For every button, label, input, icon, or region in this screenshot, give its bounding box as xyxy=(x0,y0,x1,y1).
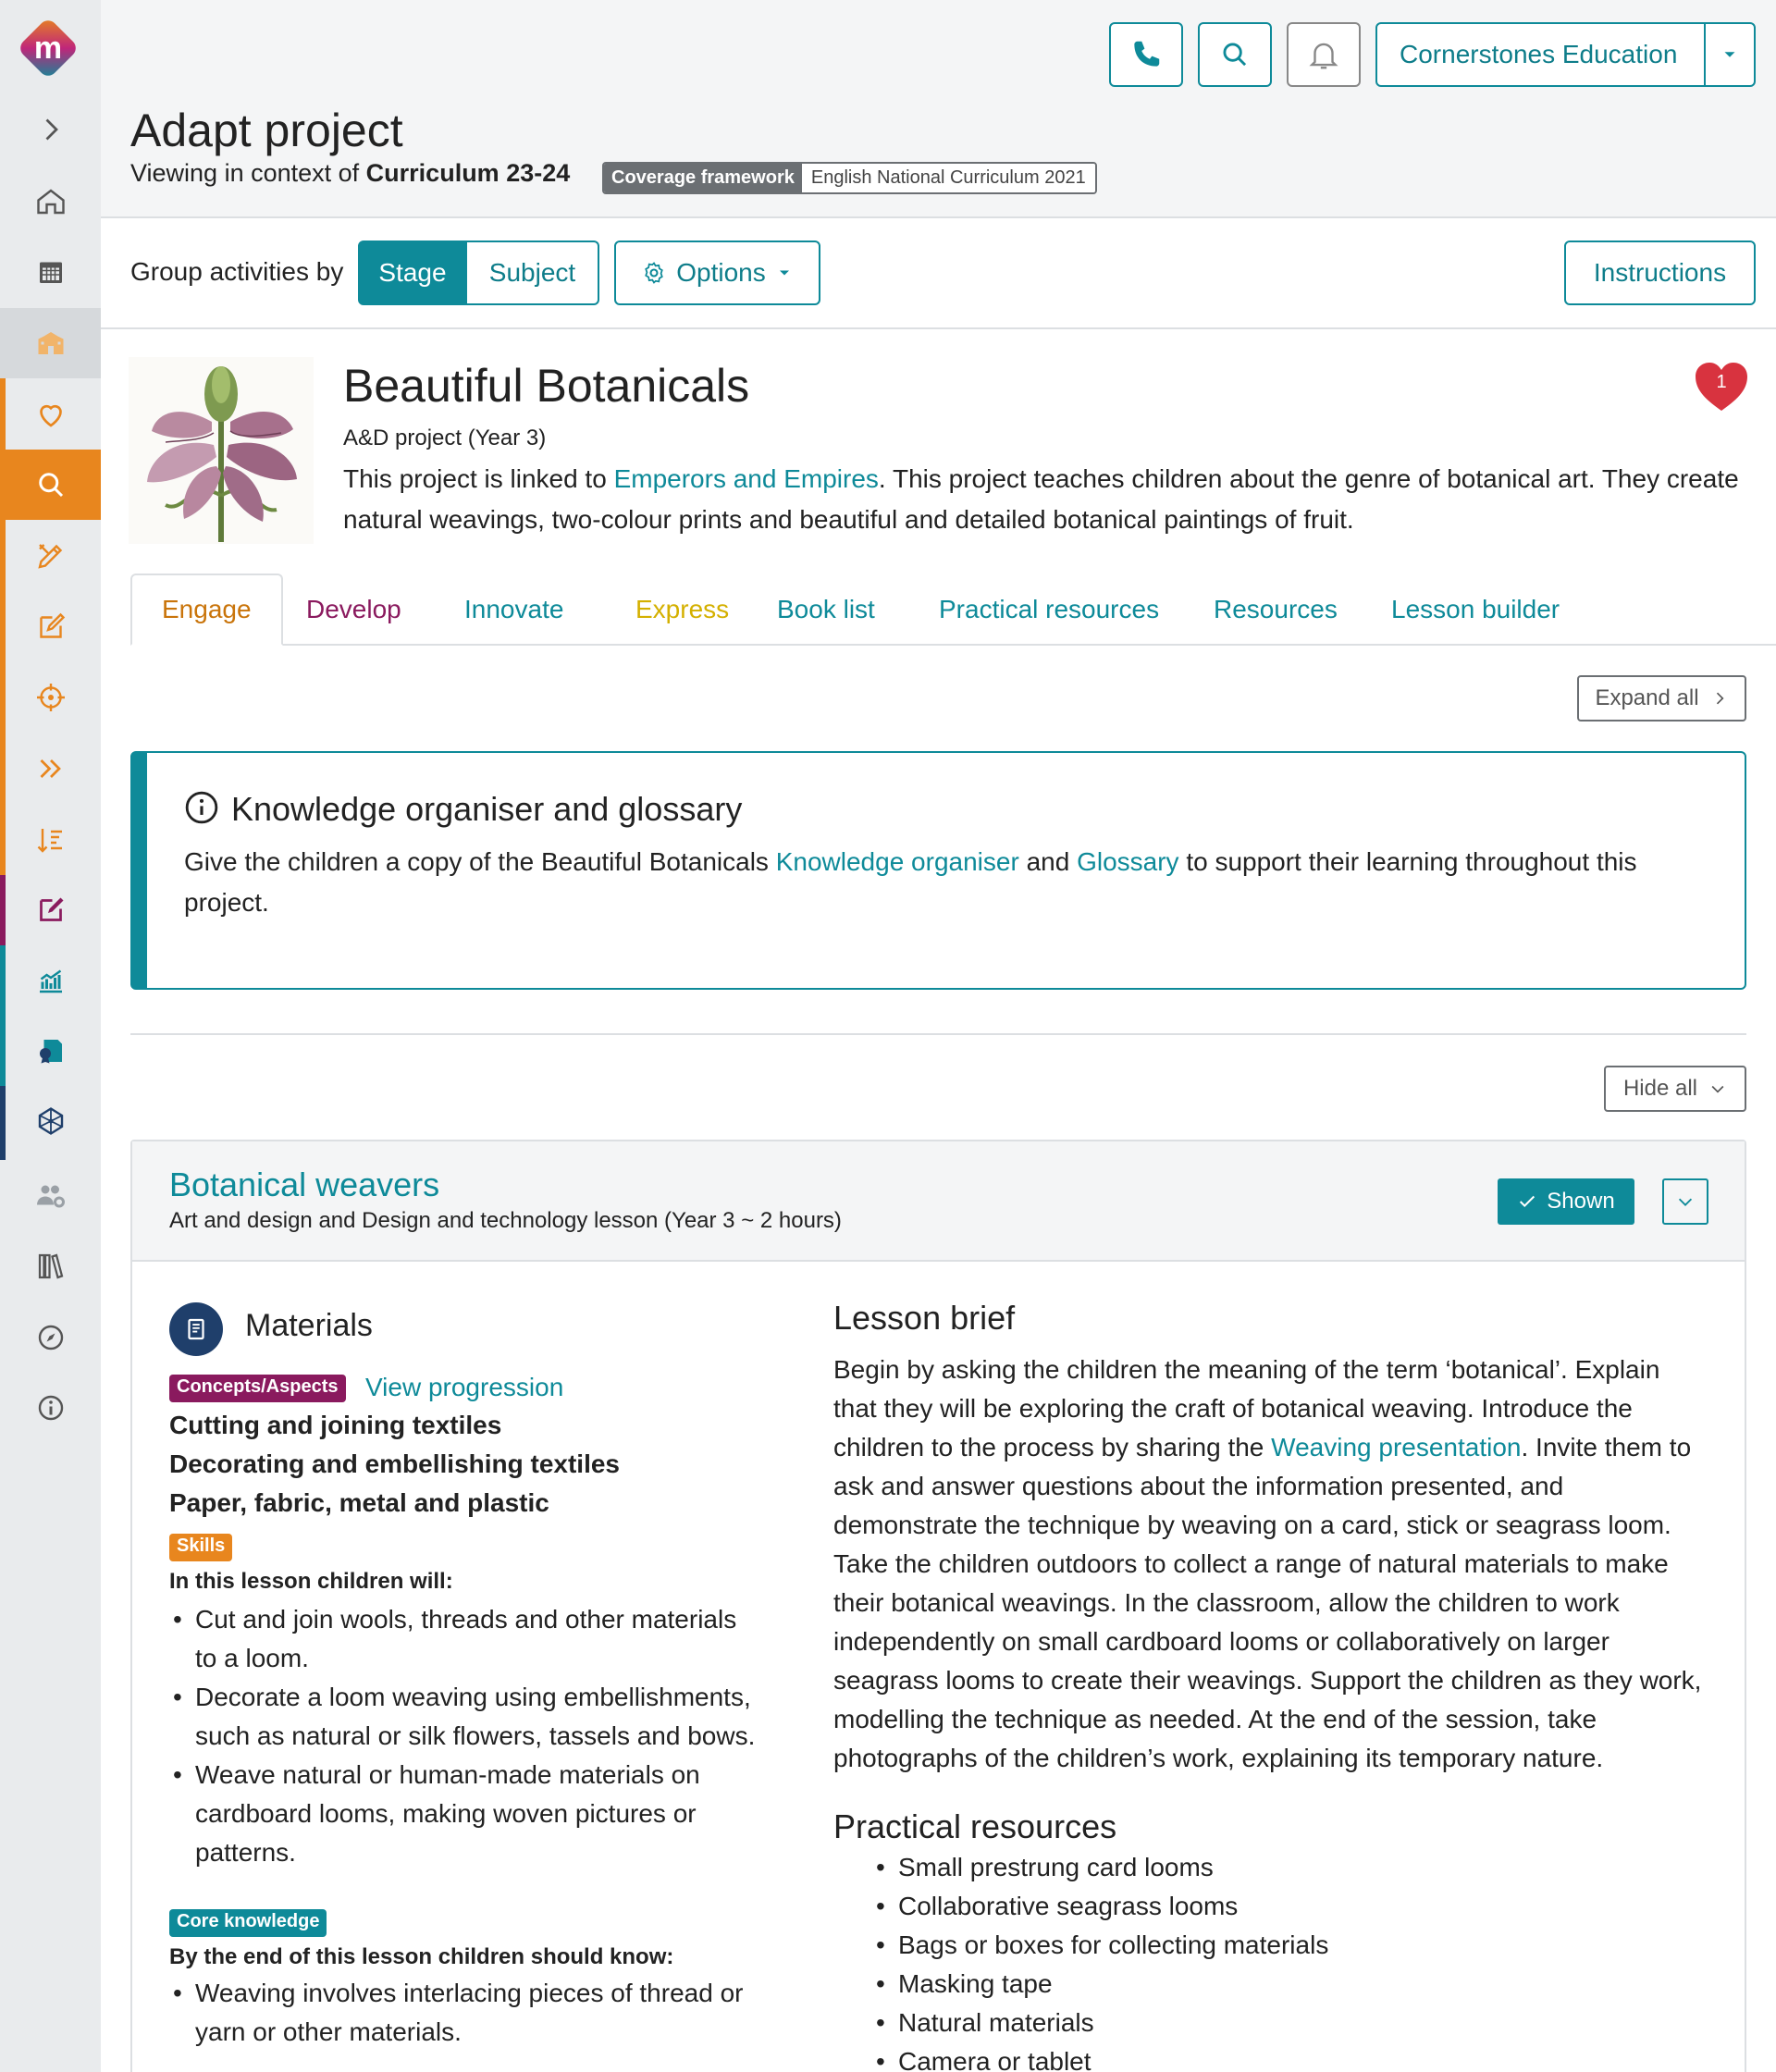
context-prefix: Viewing in context of xyxy=(130,159,360,187)
bell-icon xyxy=(1306,37,1341,72)
main-content xyxy=(101,0,1776,2072)
book-icon xyxy=(182,1315,210,1343)
tab-practical-resources[interactable] xyxy=(939,574,1159,646)
school-icon xyxy=(34,327,68,360)
list-item: • Natural materials xyxy=(872,2004,1328,2042)
info-icon xyxy=(184,790,219,825)
list-item: • Weave natural or human-made materials on cardboard looms, making woven pictures or patterns. xyxy=(169,1756,761,1872)
sidebar-item-search[interactable] xyxy=(0,450,101,520)
chart-icon xyxy=(34,964,68,997)
list-item: • Collaborative seagrass looms xyxy=(872,1887,1328,1926)
page-title: Adapt project xyxy=(130,105,403,156)
organisation-selector[interactable] xyxy=(1375,22,1756,87)
tab-bar xyxy=(130,574,1776,646)
list-item: • Weaving involves interlacing pieces of thread or yarn or other materials. xyxy=(169,1974,761,2052)
lesson-brief-title: Lesson brief xyxy=(833,1299,1016,1337)
hide-all-label: Hide all xyxy=(1622,1076,1698,1101)
practical-resources-title: Practical resources xyxy=(833,1807,1117,1845)
skills-tag: Skills xyxy=(169,1534,232,1561)
brief-text-part: Begin by asking the children the meaning of the term ‘botanical’. Explain that they will be exploring the craft of botanical weaving. Introduce the children to the process by sharing the xyxy=(833,1355,1660,1462)
group-activities-label: Group activities by xyxy=(130,257,344,286)
certificate-icon xyxy=(34,1034,68,1067)
sidebar-item-info[interactable] xyxy=(0,1373,101,1443)
search-icon xyxy=(1217,37,1252,72)
chevron-down-icon xyxy=(1675,1191,1696,1212)
svg-text:m: m xyxy=(33,31,63,66)
check-icon xyxy=(1517,1191,1537,1212)
tab-label: Express xyxy=(635,595,730,623)
tab-express[interactable] xyxy=(635,574,729,646)
skills-list xyxy=(169,1600,761,1872)
sidebar xyxy=(0,0,101,2072)
core-knowledge-intro: By the end of this lesson children should know: xyxy=(169,1944,674,1969)
sidebar-item-calendar[interactable] xyxy=(0,237,101,307)
search-button[interactable] xyxy=(1198,22,1272,87)
group-by-stage-button[interactable]: Stage xyxy=(358,240,467,305)
sidebar-item-progression[interactable] xyxy=(0,734,101,804)
expand-all-label: Expand all xyxy=(1595,685,1699,710)
lesson-brief-text xyxy=(833,1350,1703,1778)
list-item: • Small prestrung card looms xyxy=(872,1848,1328,1887)
linked-project-link[interactable]: Emperors and Empires xyxy=(613,464,879,493)
sidebar-item-favourites[interactable] xyxy=(0,379,101,450)
tab-label: Practical resources xyxy=(939,595,1160,623)
sidebar-item-users[interactable] xyxy=(0,1160,101,1230)
phone-button[interactable] xyxy=(1109,22,1183,87)
tab-innovate[interactable] xyxy=(464,574,563,646)
sidebar-item-target[interactable] xyxy=(0,662,101,733)
hide-all-button[interactable] xyxy=(1604,1066,1746,1112)
coverage-framework-badge xyxy=(602,162,1097,194)
project-image xyxy=(129,357,314,544)
tab-develop[interactable] xyxy=(306,574,401,646)
lesson-title[interactable]: Botanical weavers xyxy=(169,1166,440,1203)
divider xyxy=(130,1033,1746,1035)
options-button[interactable] xyxy=(614,240,820,305)
compass-icon xyxy=(34,1321,68,1354)
heart-icon xyxy=(34,398,68,431)
list-item: • Cut and join wools, threads and other materials to a loom. xyxy=(169,1600,761,1678)
tab-label: Innovate xyxy=(464,595,564,623)
pencil-ruler-icon xyxy=(34,539,68,573)
divider xyxy=(101,327,1776,329)
sidebar-item-edit[interactable] xyxy=(0,592,101,662)
list-item: • Camera or tablet xyxy=(872,2042,1328,2072)
chevron-down-icon xyxy=(1708,1079,1727,1098)
core-knowledge-tag: Core knowledge xyxy=(169,1909,327,1937)
concept-item: Decorating and embellishing textiles xyxy=(169,1449,621,1478)
lesson-card xyxy=(130,1140,1746,2072)
organisation-name: Cornerstones Education xyxy=(1400,40,1678,68)
view-progression-link[interactable]: View progression xyxy=(365,1373,564,1401)
target-icon xyxy=(34,681,68,714)
expand-all-button[interactable] xyxy=(1577,675,1746,722)
lesson-subtitle: Art and design and Design and technology lesson (Year 3 ~ 2 hours) xyxy=(169,1208,842,1233)
list-item: • Bags or boxes for collecting materials xyxy=(872,1926,1328,1965)
ko-text-part: Give the children a copy of the Beautiful Botanicals xyxy=(184,847,769,876)
concepts-list xyxy=(169,1406,620,1523)
search-icon xyxy=(34,468,68,501)
caret-down-icon xyxy=(775,264,794,282)
sidebar-item-certificate[interactable] xyxy=(0,1016,101,1086)
lesson-header xyxy=(132,1141,1745,1262)
chevron-right-icon xyxy=(1710,689,1729,708)
project-description xyxy=(343,459,1749,540)
favourite-count: 1 xyxy=(1716,372,1727,392)
phone-icon xyxy=(1128,37,1164,72)
sidebar-item-home[interactable] xyxy=(0,166,101,237)
shown-label: Shown xyxy=(1547,1189,1615,1214)
glossary-link[interactable]: Glossary xyxy=(1077,847,1179,876)
double-chevron-icon xyxy=(34,752,68,785)
sidebar-item-network[interactable] xyxy=(0,1086,101,1156)
heart-icon xyxy=(1694,361,1749,413)
materials-title: Materials xyxy=(245,1308,373,1343)
weaving-presentation-link[interactable]: Weaving presentation xyxy=(1271,1433,1522,1462)
knowledge-organiser-text xyxy=(184,842,1720,923)
options-label: Options xyxy=(676,258,766,287)
sidebar-item-explore[interactable] xyxy=(0,1302,101,1373)
sidebar-item-design[interactable] xyxy=(0,521,101,591)
sidebar-item-sort[interactable] xyxy=(0,805,101,875)
description-rest: . This project teaches children about the genre of botanical art. They create natural weavings, two-colour prints and beautiful and detailed botanical paintings of fruit. xyxy=(343,464,1739,534)
info-icon xyxy=(34,1391,68,1424)
materials-icon xyxy=(169,1302,223,1356)
practical-resources-list xyxy=(872,1848,1328,2072)
framework-value: English National Curriculum 2021 xyxy=(802,164,1095,192)
tab-label: Resources xyxy=(1214,595,1338,623)
instructions-button[interactable]: Instructions xyxy=(1564,240,1756,305)
network-icon xyxy=(34,1104,68,1138)
library-icon xyxy=(34,1250,68,1283)
tab-label: Develop xyxy=(306,595,401,623)
list-item: • Masking tape xyxy=(872,1965,1328,2004)
project-title: Beautiful Botanicals xyxy=(343,360,750,412)
tab-label: Book list xyxy=(777,595,875,623)
skills-intro: In this lesson children will: xyxy=(169,1569,453,1594)
gear-icon xyxy=(641,260,667,286)
description-prefix: This project is linked to xyxy=(343,464,607,493)
divider xyxy=(101,216,1776,218)
caret-down-icon xyxy=(1720,44,1740,65)
concepts-tag: Concepts/Aspects xyxy=(169,1375,346,1402)
organisation-dropdown-toggle[interactable] xyxy=(1704,24,1754,85)
tab-book-list[interactable] xyxy=(777,574,875,646)
tab-label: Lesson builder xyxy=(1391,595,1560,623)
ko-text-part: and xyxy=(1026,847,1070,876)
knowledge-organiser-title: Knowledge organiser and glossary xyxy=(231,790,743,828)
sidebar-item-assessment[interactable] xyxy=(0,875,101,945)
sidebar-item-analytics[interactable] xyxy=(0,945,101,1016)
context-value: Curriculum 23-24 xyxy=(365,159,571,187)
tab-resources[interactable] xyxy=(1214,574,1338,646)
edit-note-icon xyxy=(34,894,68,927)
collapse-lesson-button[interactable] xyxy=(1662,1178,1708,1225)
tab-label: Engage xyxy=(162,595,252,623)
shown-toggle-button[interactable] xyxy=(1498,1178,1634,1225)
sort-icon xyxy=(34,823,68,857)
core-knowledge-list xyxy=(169,1974,761,2052)
ko-text-part: to support their learning throughout this project. xyxy=(184,847,1637,917)
group-by-subject-button[interactable]: Subject xyxy=(467,240,599,305)
expand-sidebar-button[interactable] xyxy=(0,94,101,165)
brief-text-part: . Invite them to ask and answer questions about the information presented, and demonstrate the technique by weaving on a card, stick or seagrass loom. Take the children outdoors to collect a range of natural materials to make their botanical weavings. In the classroom, allow the children to work independently on small cardboard looms or collaboratively on larger seagrass looms to create their weavings. Support the children as they work, modelling the technique as needed. At the end of the session, take photographs of the children’s work, explaining its temporary nature. xyxy=(833,1433,1702,1772)
edit-icon xyxy=(34,610,68,644)
knowledge-organiser-link[interactable]: Knowledge organiser xyxy=(775,847,1019,876)
sidebar-item-school[interactable] xyxy=(0,308,101,378)
favourite-button[interactable] xyxy=(1694,361,1749,413)
calendar-icon xyxy=(34,255,68,289)
app-logo[interactable] xyxy=(15,15,81,81)
home-icon xyxy=(34,185,68,218)
sidebar-item-library[interactable] xyxy=(0,1231,101,1301)
tab-lesson-builder[interactable] xyxy=(1391,574,1560,646)
concept-item: Paper, fabric, metal and plastic xyxy=(169,1488,549,1517)
users-gear-icon xyxy=(34,1178,68,1212)
concept-item: Cutting and joining textiles xyxy=(169,1411,502,1439)
notifications-button[interactable] xyxy=(1287,22,1361,87)
framework-key: Coverage framework xyxy=(604,164,802,192)
list-item: • Decorate a loom weaving using embellishments, such as natural or silk flowers, tassels and bows. xyxy=(169,1678,761,1756)
chevron-right-icon xyxy=(34,113,68,146)
project-subtitle: A&D project (Year 3) xyxy=(343,426,547,450)
tab-engage[interactable] xyxy=(130,574,283,646)
context-line xyxy=(130,159,570,188)
